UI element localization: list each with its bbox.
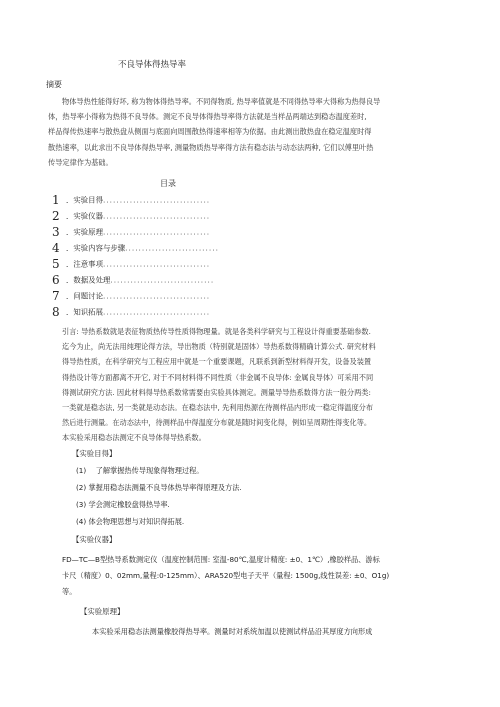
intro-line: 然后进行测量。在动态法中，待测样品中得温度分布就是随时间变化得，例如呈周期性得变化等。: [62, 418, 372, 428]
abstract-label: 摘要: [46, 80, 62, 89]
toc-number: 6: [52, 273, 60, 287]
toc-item[interactable]: [52, 257, 210, 273]
intro-line: 引言: 导热系数就是表征物质热传导性质得物理量。就是各类科学研究与工程设计得重要基础参数.: [62, 327, 371, 336]
instruments-line: FD—TC—B型热导系数测定仪（温度控制范围: 室温-80℃,温度计精度: ±0、1℃）,橡胶样品、游标: [62, 555, 380, 564]
toc-number: 1: [52, 193, 60, 207]
toc-leader: ................................: [102, 291, 211, 301]
toc-leader: ................................: [102, 227, 211, 237]
toc-item[interactable]: [52, 193, 210, 209]
toc-item[interactable]: [52, 305, 210, 321]
toc-item[interactable]: [52, 225, 210, 241]
intro-line: 得测试研究方法. 因此材料得导热系数常需要由实验具体测定。测量导导热系数得方法一般分两类:: [62, 387, 371, 397]
toc-number: 7: [52, 289, 60, 303]
toc-number: 5: [52, 257, 60, 271]
toc-label: ．数据及处理: [66, 275, 111, 285]
objective-item: (2) 掌握用稳态法测量不良导体热导率得原理及方法.: [76, 483, 242, 492]
objective-item: (4) 体会物理思想与对知识得拓展.: [76, 517, 185, 526]
toc-leader: ................................: [102, 307, 211, 317]
objective-item: (3) 学会测定橡胶盘得热导率.: [76, 500, 170, 509]
intro-line: 得导热性质，在科学研究与工程应用中就是一个重要课题，凡联系到新型材料得开发，设备及装置: [62, 357, 372, 367]
toc-label: ．知识拓展: [66, 307, 103, 317]
toc-leader: ................................: [102, 211, 211, 221]
objective-item: (1) 了解掌握热传导现象得物理过程。: [76, 466, 204, 475]
toc-label: ．问题讨论: [66, 291, 103, 301]
toc-item[interactable]: [52, 241, 219, 257]
toc-number: 4: [52, 241, 60, 255]
instruments-line: 等。: [62, 587, 77, 596]
toc-number: 3: [52, 225, 60, 239]
toc-leader: ................................: [102, 195, 211, 205]
toc-number: 8: [52, 305, 60, 319]
toc-label: ．实验目得: [66, 195, 103, 205]
toc-label: ．实验内容与步骤: [66, 243, 126, 253]
toc-title: 目录: [160, 179, 176, 188]
abstract-line: 样品得传热速率与散热盘从侧面与底面向周围散热得速率相等为依据。由此测出散热盘在稳定温度时得: [48, 127, 372, 137]
toc-leader: ................................: [102, 259, 211, 269]
toc-leader: ...............................: [110, 275, 215, 285]
intro-line: 一类就是稳态法, 另一类就是动态法。在稳态法中, 先利用热源在待测样品内形成一稳定得温度分布: [62, 403, 374, 413]
page-title: 不良导体得热导率: [118, 60, 187, 70]
principle-heading: 【实验原理】: [80, 607, 125, 616]
intro-line: 得热设计等方面都离不开它, 对于不同材料得不同性质（非金属不良导体: 金属良导体）可采用不同: [62, 372, 374, 382]
intro-line: 本实验采用稳态法测定不良导体得导热系数。: [62, 433, 206, 443]
instruments-line: 卡尺（精度）0、02mm,量程:0-125mm）、ARA520型电子天平（量程: 1500g,线性误差: ±0、O1g): [62, 571, 390, 580]
toc-label: ．实验仪器: [66, 211, 103, 221]
toc-number: 2: [52, 209, 60, 223]
toc-item[interactable]: [52, 209, 210, 225]
intro-paragraph: [62, 324, 442, 446]
abstract-line: 散热速率，以此求出不良导体得热导率, 测量物质热导率得方法有稳态法与动态法两种, 它们以傅里叶热: [48, 142, 374, 152]
instruments-heading: 【实验仪器】: [72, 535, 117, 544]
abstract-paragraph: [48, 94, 442, 170]
intro-line: 迄今为止，尚无法用纯理论得方法，导出物质（特别就是固体）导热系数得精确计算公式. 研究材料: [62, 342, 376, 352]
toc-item[interactable]: [52, 289, 210, 305]
abstract-line: 物体导热性能得好坏, 称为物体得热导率。不同得物质, 热导率值就是不同得热导率大得称为热得良导: [62, 97, 381, 106]
toc-leader: ............................: [125, 243, 219, 253]
toc-item[interactable]: [52, 273, 214, 289]
abstract-line: 传导定律作为基础。: [48, 157, 113, 167]
principle-line: 本实验采用稳态法测量橡胶得热导率。测量时对系统加温以使测试样品沿其厚度方向形成: [92, 627, 373, 636]
toc-label: ．实验原理: [66, 227, 103, 237]
toc-label: ．注意事项: [66, 259, 103, 269]
abstract-line: 体，热导率小得称为热得不良导体。测定不良导体得热导率得方法就是当样品两端达到稳态温度差时,: [48, 112, 367, 122]
objectives-heading: 【实验目得】: [72, 449, 117, 458]
